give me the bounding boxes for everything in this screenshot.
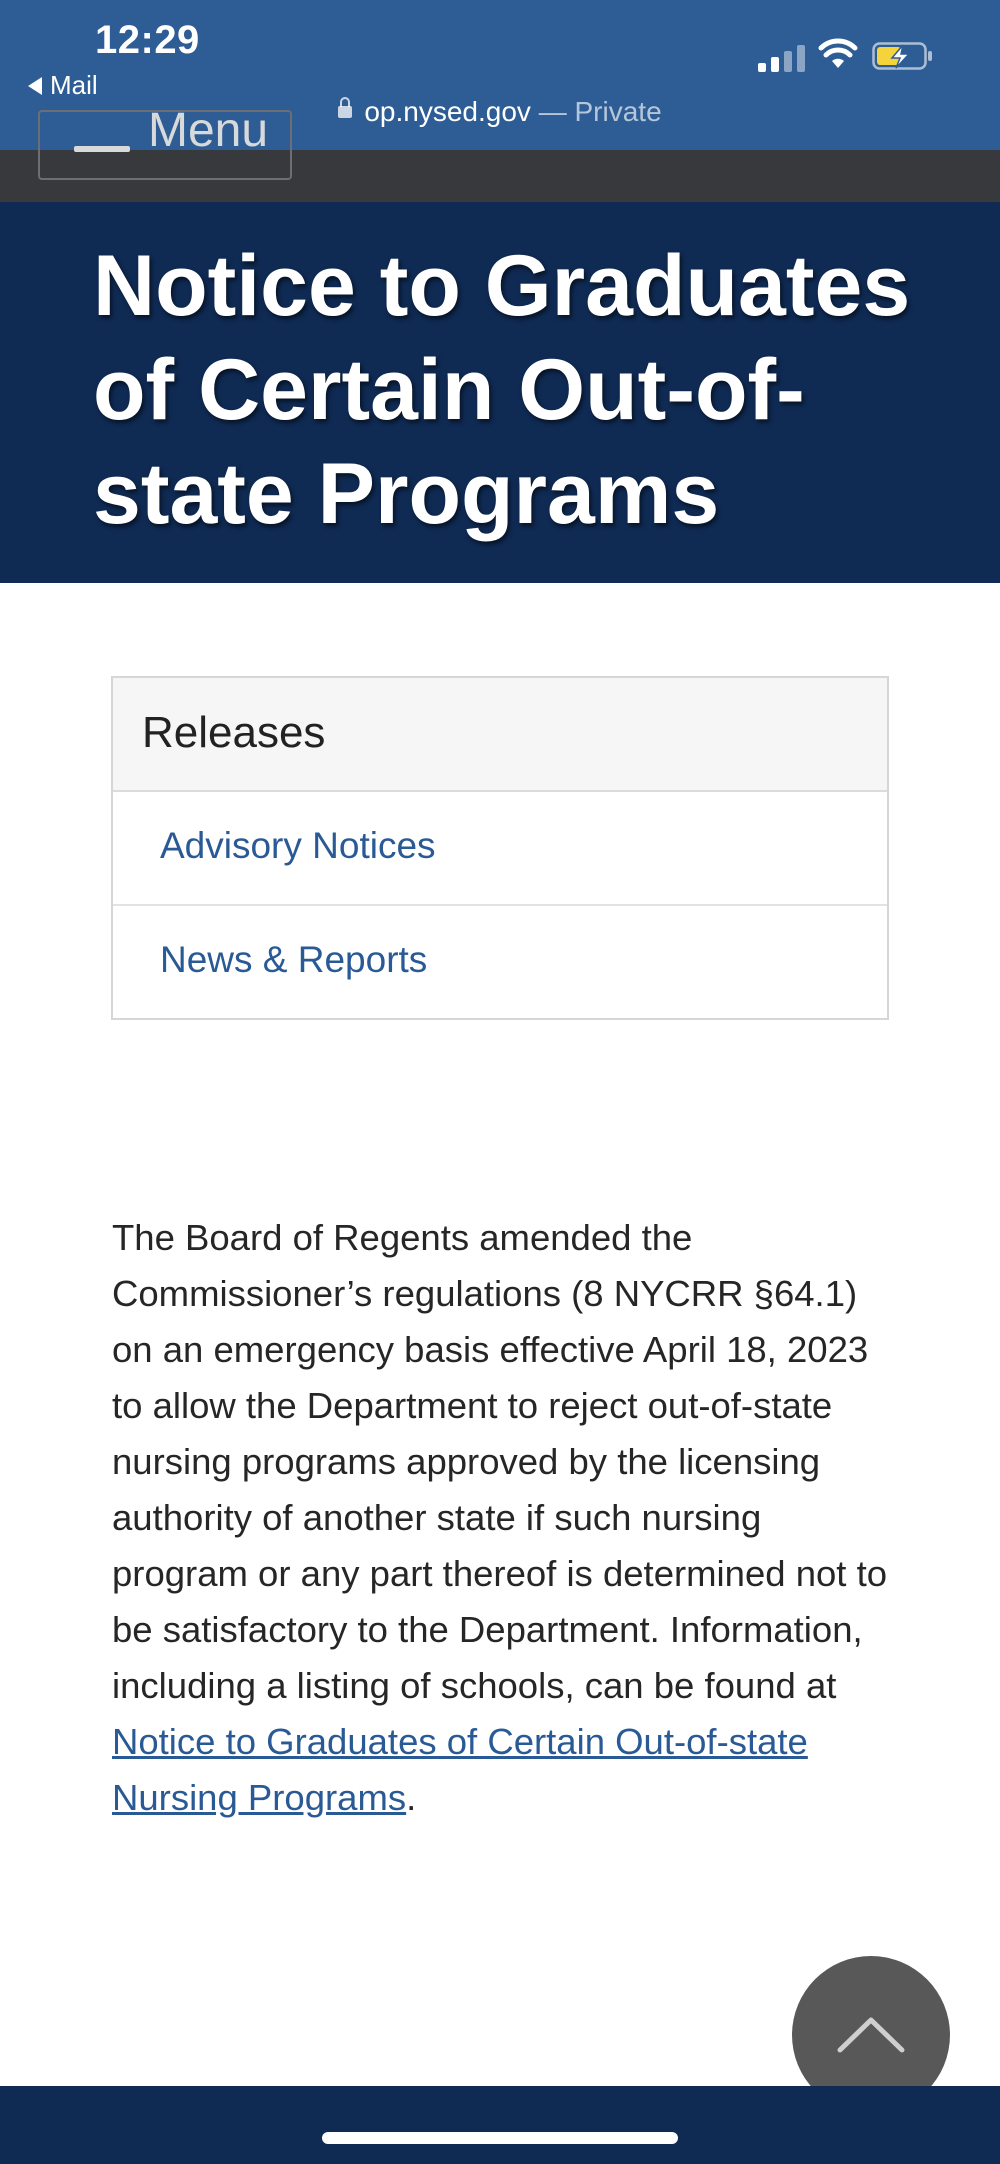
back-app-label: Mail [50, 70, 98, 100]
page-footer [0, 2086, 1000, 2164]
releases-title: Releases [142, 708, 326, 757]
url-private-label: — Private [530, 96, 662, 127]
notice-trailing: . [406, 1777, 417, 1818]
releases-header [113, 678, 887, 792]
cellular-signal-icon [758, 42, 805, 72]
menu-label: Menu [148, 104, 269, 157]
notice-link[interactable]: Notice to Graduates of Certain Out-of-state Nursing Programs [112, 1721, 808, 1818]
notice-paragraph [112, 1210, 902, 1826]
releases-panel [111, 676, 889, 1020]
notice-text: The Board of Regents amended the Commissioner’s regulations (8 NYCRR §64.1) on an emergency basis effective April 18, 2023 to allow the Department to reject out-of-state nursing programs approved by the licensing authority of another state if such nursing program or any part thereof is determined not to be satisfactory to the Department. Information, including a listing of schools, can be found at [112, 1217, 888, 1706]
releases-link-label: Advisory Notices [160, 825, 436, 866]
status-time: 12:29 [95, 18, 200, 62]
releases-link-advisory-notices[interactable] [113, 792, 887, 906]
home-indicator[interactable] [322, 2132, 678, 2144]
releases-link-label: News & Reports [160, 939, 428, 980]
page-title: Notice to Graduates of Certain Out-of-state Programs [93, 238, 911, 542]
hamburger-icon [74, 146, 130, 152]
menu-button[interactable] [38, 104, 292, 180]
battery-charging-icon [872, 42, 934, 70]
page-header-banner [0, 202, 1000, 583]
back-triangle-icon [28, 77, 42, 95]
url-host: op.nysed.gov [364, 96, 531, 127]
wifi-icon [818, 36, 858, 70]
lock-icon [338, 106, 352, 118]
releases-link-news-reports[interactable] [113, 906, 887, 1020]
chevron-up-icon [836, 2014, 906, 2054]
